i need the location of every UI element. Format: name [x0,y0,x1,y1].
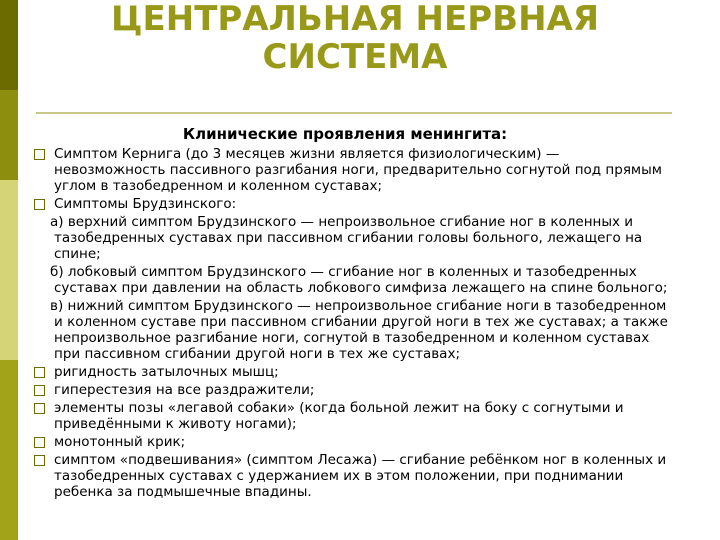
sub-item-text: б) лобковый симптом Брудзинского — сгибание ног в коленных и тазобедренных суставах при давлении на область лобкового симфиза лежащего на спине больного; [50,264,668,296]
sub-item [32,264,672,296]
square-bullet-icon [34,199,45,210]
list-item [32,452,672,500]
square-bullet-icon [34,149,45,160]
slide-subtitle: Клинические проявления менингита: [182,125,508,143]
sub-item [32,298,672,362]
list-item [32,364,672,380]
list-item-text: гиперестезия на все раздражители; [54,382,315,398]
list-item [32,146,672,194]
list-item [32,196,672,212]
list-item-text: монотонный крик; [54,434,186,450]
square-bullet-icon [34,455,45,466]
square-bullet-icon [34,403,45,414]
sidebar-segment [0,180,18,360]
square-bullet-icon [34,367,45,378]
sub-item-text: а) верхний симптом Брудзинского — непроизвольное сгибание ног в коленных и тазобедренных суставах при пассивном сгибании головы больного, лежащего на спине; [50,214,643,262]
slide-content [32,146,672,502]
slide-title [40,0,670,76]
list-item-text: элементы позы «легавой собаки» (когда больной лежит на боку с согнутыми и приведёнными к животу ногами); [54,400,624,432]
list-item [32,382,672,398]
square-bullet-icon [34,437,45,448]
list-item-text: Симптомы Брудзинского: [54,196,237,212]
sub-item-text: в) нижний симптом Брудзинского — непроизвольное сгибание ноги в тазобедренном и коленном суставе при пассивном сгибании другой ноги в тех же суставах; а также непроизвольное разгибание ноги, согнутой в тазобедренном и коленном суставах при пассивном сгибании другой ноги в тех же суставах; [50,298,668,362]
slide-title-line2: СИСТЕМА [262,37,448,77]
slide-title-line1: ЦЕНТРАЛЬНАЯ НЕРВНАЯ [110,0,600,39]
list-item [32,400,672,432]
sidebar-segment [0,0,18,90]
list-item-text: ригидность затылочных мышц; [54,364,279,380]
sub-item [32,214,672,262]
title-divider [36,112,672,114]
sidebar-segment [0,360,18,540]
square-bullet-icon [34,385,45,396]
list-item [32,434,672,450]
list-item-text: Симптом Кернига (до 3 месяцев жизни является физиологическим) — невозможность пассивного разгибания ноги, предварительно согнутой под прямым углом в тазобедренном и коленном суставах; [54,146,662,194]
list-item-text: симптом «подвешивания» (симптом Лесажа) — сгибание ребёнком ног в коленных и тазобедренных суставах с удержанием их в этом положении, при поднимании ребенка за подмышечные впадины. [54,452,667,500]
